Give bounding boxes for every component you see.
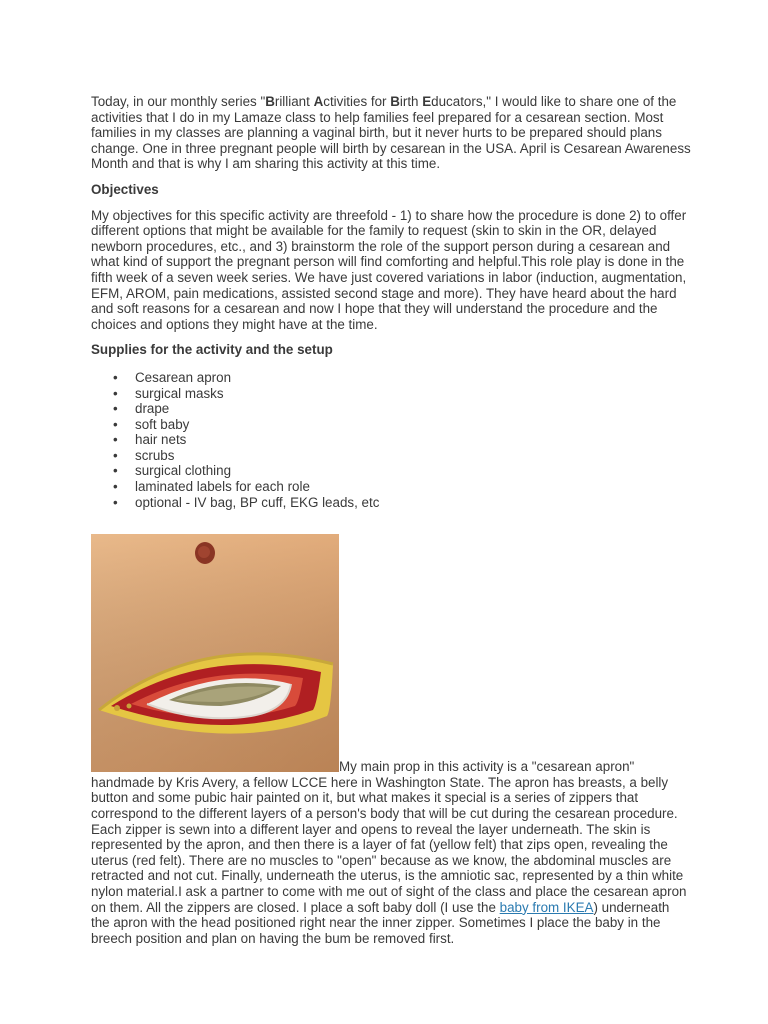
bullet-icon: • (113, 479, 118, 495)
supplies-list-item (91, 495, 691, 511)
supplies-item-label: scrubs (135, 447, 175, 463)
supplies-list (91, 370, 691, 510)
bullet-icon: • (113, 416, 118, 432)
prop-section (91, 534, 691, 946)
supplies-item-label: surgical clothing (135, 463, 232, 479)
supplies-list-item (91, 463, 691, 479)
supplies-heading: Supplies for the activity and the setup (91, 342, 333, 358)
bullet-icon: • (113, 369, 118, 385)
bullet-icon: • (113, 432, 118, 448)
prop-paragraph: My main prop in this activity is a "cesarean apron" handmade by Kris Avery, a fellow LCCE here in Washington State. The apron has breasts, a belly button and some pubic hair painted on it, but what makes it special is a series of zippers that correspond to the different layers of a person's body that will be cut during the cesarean procedure. Each zipper is sewn into a different layer and opens to reveal the layer underneath. The skin is represented by the apron, and then there is a layer of fat (yellow felt) that zips open, revealing the uterus (red felt). There are no muscles to "open" because as we know, the abdominal muscles are retracted and not cut. Finally, underneath the uterus, is the amniotic sac, represented by a thin white nylon material.I ask a partner to come with me out of sight of the class and place the cesarean apron on them. All the zippers are closed. I place a soft baby doll (I use the baby from IKEA) underneath the apron with the head positioned right near the inner zipper. Sometimes I place the baby in the breech position and plan on having the bum be removed first. (91, 759, 687, 946)
supplies-item-label: optional - IV bag, BP cuff, EKG leads, etc (135, 494, 380, 510)
supplies-item-label: hair nets (135, 432, 187, 448)
bullet-icon: • (113, 463, 118, 479)
article (91, 94, 691, 946)
baby-from-ikea-link[interactable]: baby from IKEA (499, 899, 594, 915)
supplies-list-item (91, 401, 691, 417)
supplies-item-label: Cesarean apron (135, 369, 232, 385)
bullet-icon: • (113, 401, 118, 417)
supplies-item-label: laminated labels for each role (135, 479, 310, 495)
bullet-icon: • (113, 494, 118, 510)
intro-paragraph: Today, in our monthly series "Brilliant Activities for Birth Educators," I would like to share one of the activities that I do in my Lamaze class to help families feel prepared for a cesarean section. Most families in my classes are planning a vaginal birth, but it never hurts to be prepared should plans change. One in three pregnant people will birth by cesarean in the USA. April is Cesarean Awareness Month and that is why I am sharing this activity at this time. (91, 94, 691, 172)
supplies-list-item (91, 448, 691, 464)
objectives-paragraph: My objectives for this specific activity are threefold - 1) to share how the procedure is done 2) to offer different options that might be available for the family to request (skin to skin in the OR, delayed newborn procedures, etc., and 3) brainstorm the role of the support person during a cesarean and what kind of support the pregnant person will find comforting and helpful.This role play is done in the fifth week of a seven week series. We have just covered variations in labor (induction, augmentation, EFM, AROM, pain medications, assisted second stage and more). They have heard about the hard and soft reasons for a cesarean and now I hope that they will understand the procedure and the choices and options they might have at the time. (91, 207, 687, 332)
bullet-icon: • (113, 385, 118, 401)
supplies-list-item (91, 386, 691, 402)
supplies-list-item (91, 370, 691, 386)
bullet-icon: • (113, 447, 118, 463)
supplies-list-item (91, 479, 691, 495)
cesarean-apron-photo (91, 534, 339, 772)
supplies-item-label: surgical masks (135, 385, 224, 401)
objectives-heading: Objectives (91, 181, 159, 197)
supplies-item-label: soft baby (135, 416, 190, 432)
supplies-list-item (91, 432, 691, 448)
supplies-list-item (91, 417, 691, 433)
supplies-item-label: drape (135, 401, 170, 417)
